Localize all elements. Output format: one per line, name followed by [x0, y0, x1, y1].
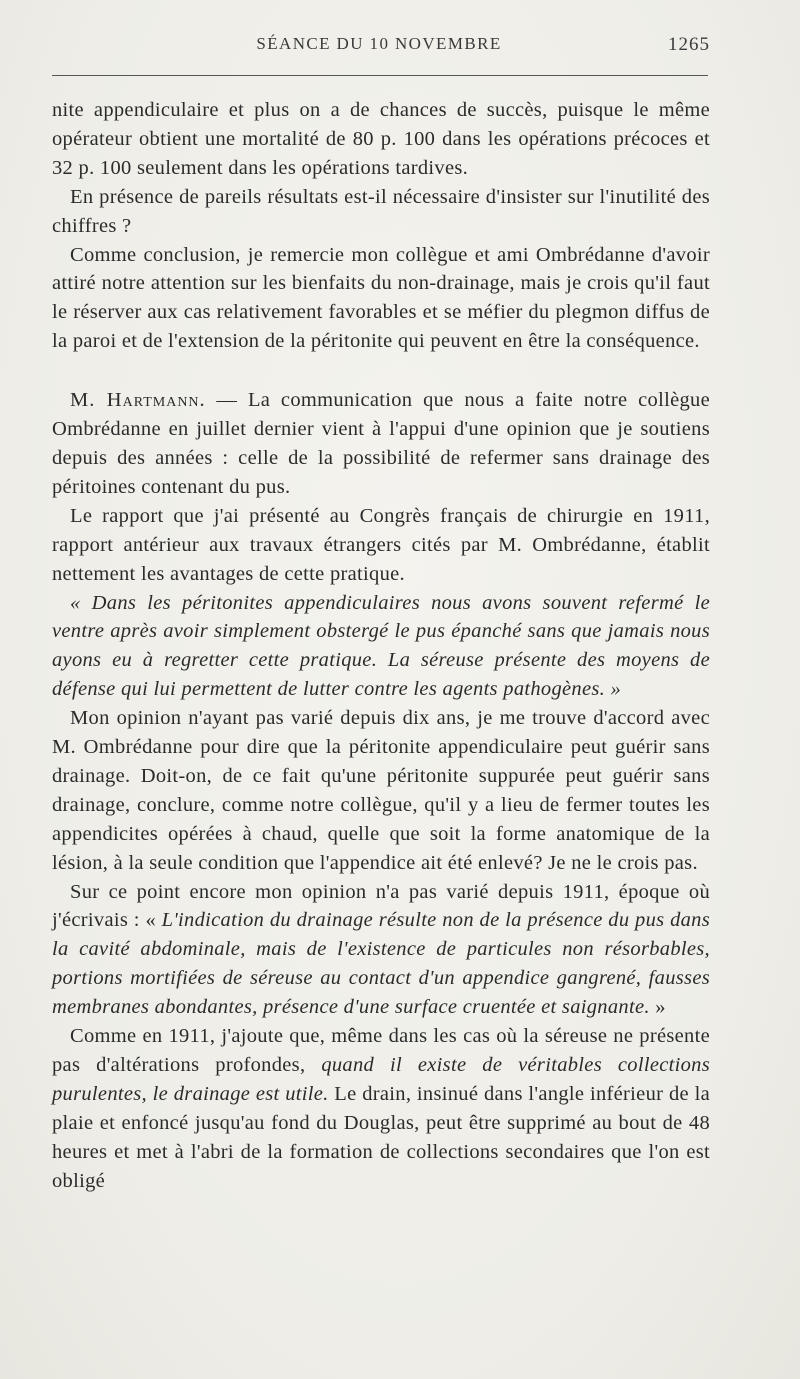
paragraph-9-end: Le drain, insinué dans l'angle inférieur de la plaie et enfoncé jusqu'au fond du Douglas, peut être supprimé au bout de 48 heures et met à l'abri de la formation de collections secondaires que l'on est obligé: [52, 1082, 710, 1192]
paragraph-9-start: Comme en 1911, j'ajoute que, même dans les cas où la séreuse ne présente pas d'altérations profondes,: [52, 1025, 710, 1076]
paragraph-8-end: »: [649, 996, 666, 1019]
paragraph-4: [52, 386, 710, 502]
paragraph-2: En présence de pareils résultats est-il nécessaire d'insister sur l'inutilité des chiffres ?: [52, 185, 710, 237]
running-title: SÉANCE DU 10 NOVEMBRE: [256, 34, 502, 53]
paragraph-8-quote: L'indication du drainage résulte non de la présence du pus dans la cavité abdominale, mais de l'existence de particules non résorbables, portions mortifiées de séreuse au contact d'un appendice gangrené, fausses membranes abondantes, présence d'une surface cruentée et saignante.: [52, 909, 711, 1019]
quotation: « Dans les péritonites appendiculaires nous avons souvent refermé le ventre après avoir simplement obstergé le pus épanché sans que jamais nous ayons eu à regretter cette pratique. La séreuse présente des moyens de défense qui lui permettent de lutter contre les agents pathogènes. »: [52, 591, 710, 701]
paragraph-9-quote: quand il existe de véritables collections purulentes, le drainage est utile.: [52, 1054, 710, 1105]
header-rule: [52, 75, 708, 76]
paragraph-4-text: — La communication que nous a faite notre collègue Ombrédanne en juillet dernier vient à l'appui d'une opinion que je soutiens depuis des années : celle de la possibilité de refermer sans drainage des péritoines contenant du pus.: [52, 389, 710, 498]
speaker-name: M. Hartmann.: [70, 389, 206, 412]
body-text: [52, 96, 710, 1196]
paragraph-3: Comme conclusion, je remercie mon collègue et ami Ombrédanne d'avoir attiré notre attention sur les bienfaits du non-drainage, mais je crois qu'il faut le réserver aux cas relativement favorables et se méfier du plegmon diffus de la paroi et de l'extension de la péritonite qui peuvent en être la conséquence.: [52, 243, 710, 353]
paragraph-7: Mon opinion n'ayant pas varié depuis dix ans, je me trouve d'accord avec M. Ombrédanne pour dire que la péritonite appendiculaire peut guérir sans drainage. Doit-on, de ce fait qu'une péritonite suppurée peut guérir sans drainage, conclure, comme notre collègue, qu'il y a lieu de fermer toutes les appendicites opérées à chaud, quelle que soit la forme anatomique de la lésion, à la seule condition que l'appendice ait été enlevé? Je ne le crois pas.: [52, 707, 710, 874]
page-number: 1265: [668, 34, 710, 55]
paragraph-9: [52, 1022, 710, 1195]
page-header: [48, 34, 710, 64]
paragraph-5: Le rapport que j'ai présenté au Congrès français de chirurgie en 1911, rapport antérieur aux travaux étrangers cités par M. Ombrédanne, établit nettement les avantages de cette pratique.: [52, 504, 710, 585]
paragraph-8: [52, 878, 710, 1023]
paragraph-1: nite appendiculaire et plus on a de chances de succès, puisque le même opérateur obtient une mortalité de 80 p. 100 dans les opérations précoces et 32 p. 100 seulement dans les opérations tardives.: [52, 99, 710, 179]
paragraph-8-start: Sur ce point encore mon opinion n'a pas varié depuis 1911, époque où j'écrivais : «: [52, 880, 710, 932]
